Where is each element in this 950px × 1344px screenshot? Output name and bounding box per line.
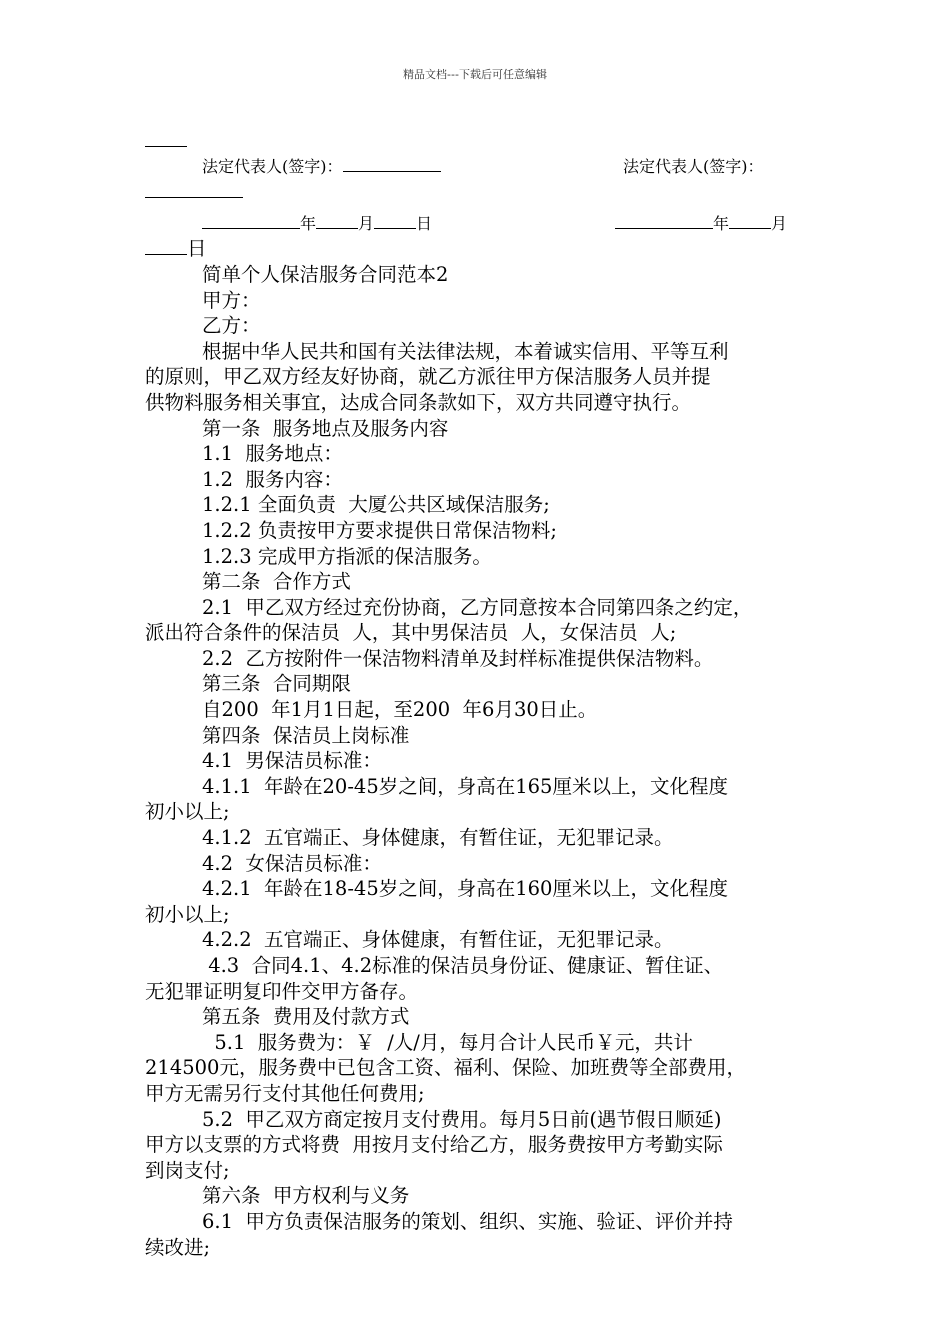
month-label: 月 (771, 213, 788, 233)
date-row (145, 211, 810, 237)
clause: 1.2 服务内容： (202, 467, 343, 491)
paragraph-line: 根据中华人民共和国有关法律法规，本着诚实信用、平等互利 (202, 339, 729, 363)
signature-left-blank (343, 154, 441, 172)
clause: 续改进; (145, 1235, 211, 1259)
clause: 1.1 服务地点： (202, 442, 343, 466)
clause: 1.2.1 全面负责 大厦公共区域保洁服务; (202, 493, 550, 517)
article-title: 第五条 费用及付款方式 (202, 1005, 410, 1029)
signature-right-label: 法定代表人(签字)： (623, 156, 764, 176)
year-label: 年 (713, 213, 730, 233)
clause: 1.2.2 负责按甲方要求提供日常保洁物料; (202, 518, 557, 542)
paragraph-line: 供物料服务相关事宜，达成合同条款如下，双方共同遵守执行。 (145, 390, 692, 414)
page-header: 精品文档---下载后可任意编辑 (403, 68, 547, 81)
contract-title: 简单个人保洁服务合同范本2 (202, 262, 449, 286)
date-left (202, 211, 432, 234)
clause: 1.2.3 完成甲方指派的保洁服务。 (202, 544, 492, 568)
clause: 4.1 男保洁员标准： (202, 749, 382, 773)
paragraph-line: 的原则，甲乙双方经友好协商，就乙方派往甲方保洁服务人员并提 (145, 365, 711, 389)
clause: 4.2.1 年龄在18-45岁之间，身高在160厘米以上，文化程度 (202, 877, 728, 901)
clause: 4.1.1 年龄在20-45岁之间，身高在165厘米以上，文化程度 (202, 774, 728, 798)
signature-left (202, 154, 441, 177)
article-title: 第二条 合作方式 (202, 570, 351, 594)
clause: 到岗支付; (145, 1158, 230, 1182)
document-body (145, 128, 810, 1260)
signature-left-label: 法定代表人(签字)： (202, 156, 343, 176)
party-a: 甲方： (202, 288, 261, 312)
date-right (615, 211, 787, 234)
article-title: 第六条 甲方权利与义务 (202, 1184, 410, 1208)
clause: 214500元，服务费中已包含工资、福利、保险、加班费等全部费用， (145, 1056, 746, 1080)
clause: 2.1 甲乙双方经过充份协商，乙方同意按本合同第四条之约定， (202, 595, 753, 619)
clause: 甲方无需另行支付其他任何费用; (145, 1081, 425, 1105)
clause: 甲方以支票的方式将费 用按月支付给乙方，服务费按甲方考勤实际 (145, 1133, 723, 1157)
underline-stub (145, 128, 810, 154)
year-label: 年 (300, 213, 317, 233)
article-title: 第一条 服务地点及服务内容 (202, 416, 449, 440)
clause: 初小以上; (145, 902, 230, 926)
date-continuation (145, 236, 810, 262)
clause: 4.1.2 五官端正、身体健康，有暂住证，无犯罪记录。 (202, 826, 674, 850)
clause: 4.2.2 五官端正、身体健康，有暂住证，无犯罪记录。 (202, 928, 674, 952)
clause: 5.2 甲乙双方商定按月支付费用。每月5日前(遇节假日顺延) (202, 1107, 722, 1131)
clause: 5.1 服务费为：￥ /人/月，每月合计人民币￥元，共计 (202, 1030, 693, 1054)
underline-stub (145, 179, 810, 205)
article-title: 第三条 合同期限 (202, 672, 351, 696)
day-label: 日 (187, 237, 207, 261)
signature-row (145, 154, 810, 180)
clause: 初小以上; (145, 800, 230, 824)
article-title: 第四条 保洁员上岗标准 (202, 723, 410, 747)
clause: 2.2 乙方按附件一保洁物料清单及封样标准提供保洁物料。 (202, 646, 714, 670)
clause: 自200 年1月1日起，至200 年6月30日止。 (202, 698, 598, 722)
clause: 4.3 合同4.1、4.2标准的保洁员身份证、健康证、暂住证、 (202, 954, 724, 977)
clause: 无犯罪证明复印件交甲方备存。 (145, 979, 419, 1003)
party-b: 乙方： (202, 314, 261, 338)
month-label: 月 (358, 213, 375, 233)
clause: 4.2 女保洁员标准： (202, 851, 382, 875)
clause: 派出符合条件的保洁员 人，其中男保洁员 人，女保洁员 人; (145, 621, 677, 645)
day-label: 日 (416, 213, 433, 233)
clause: 6.1 甲方负责保洁服务的策划、组织、实施、验证、评价并持 (202, 1209, 733, 1233)
